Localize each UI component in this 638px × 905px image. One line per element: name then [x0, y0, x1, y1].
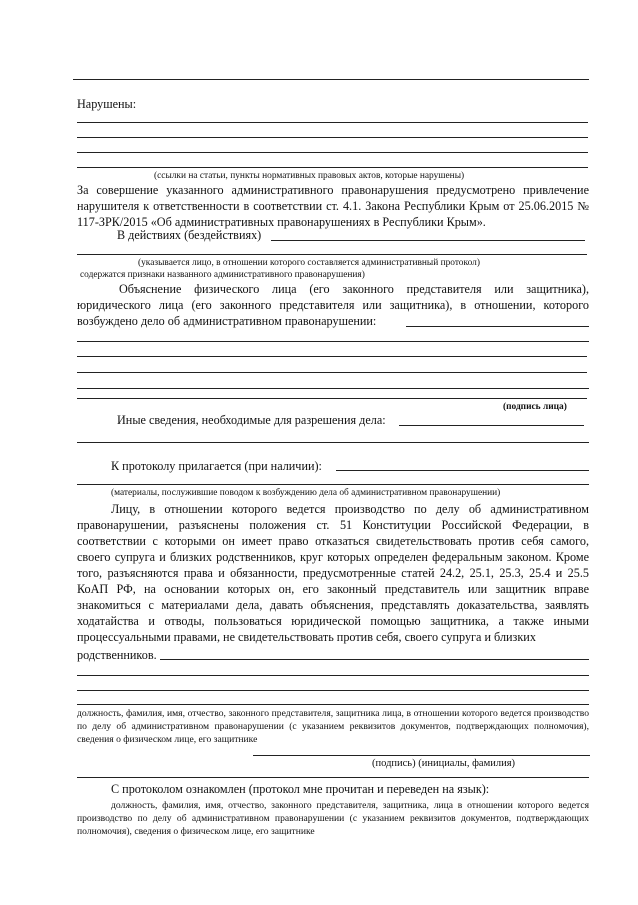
- explanation-line-4[interactable]: [77, 372, 587, 373]
- liability-paragraph: За совершение указанного административного правонарушения предусмотрено привлечение нарушителя к ответственности в соответствии ст. 4.1. Закона Республики Крым от 25.06.2015 № 117-ЗРК/2015 «Об административных правонарушениях в Республики Крым».: [77, 183, 589, 229]
- actions-label: В действиях (бездействиях): [117, 228, 262, 242]
- other-info-label: Иные сведения, необходимые для разрешения дела:: [117, 413, 386, 427]
- explanation-line-1[interactable]: [406, 326, 589, 327]
- acquainted-label: С протоколом ознакомлен (протокол мне прочитан и переведен на язык):: [111, 782, 490, 796]
- signature-bottom-line: [77, 777, 589, 778]
- attachments-label: К протоколу прилагается (при наличии):: [111, 459, 322, 473]
- rights-last-word: родственников.: [77, 648, 157, 662]
- violated-caption: (ссылки на статьи, пункты нормативных правовых актов, которые нарушены): [154, 171, 465, 181]
- other-info-line-1[interactable]: [399, 425, 584, 426]
- attachments-line-2[interactable]: [77, 484, 589, 485]
- explanation-paragraph: Объяснение физического лица (его законного представителя или защитника), юридического лица (его законного представителя или защитника), в отношении, которого возбуждено дело об административном правонарушении:: [77, 282, 589, 328]
- signature-line[interactable]: [253, 755, 590, 756]
- relatives-line-4[interactable]: [77, 704, 589, 705]
- top-divider: [73, 79, 589, 80]
- actions-caption-2: содержатся признаки названного административного правонарушения): [80, 270, 365, 280]
- explanation-line-2[interactable]: [77, 341, 589, 342]
- attachments-caption: (материалы, послужившие поводом к возбуждению дела об административном правонарушении): [111, 488, 501, 498]
- actions-line[interactable]: [271, 240, 585, 241]
- attachments-line-1[interactable]: [336, 470, 589, 471]
- actions-line-2[interactable]: [77, 254, 587, 255]
- explanation-line-6[interactable]: [77, 398, 587, 399]
- actions-caption-1: (указывается лицо, в отношении которого составляется административный протокол): [138, 258, 480, 268]
- violated-label: Нарушены:: [77, 97, 137, 111]
- explanation-line-3[interactable]: [77, 356, 587, 357]
- relatives-line-2[interactable]: [77, 675, 589, 676]
- violated-line-2[interactable]: [77, 137, 588, 138]
- person-caption: должность, фамилия, имя, отчество, законного представителя, защитника лица, в отношении которого ведется производство по делу об административном правонарушении (с указанием реквизитов документов, подтверждающих полномочия), сведения о физическом лице, его защитнике: [77, 708, 589, 745]
- violated-line-4[interactable]: [77, 167, 588, 168]
- other-info-line-2[interactable]: [77, 442, 589, 443]
- violated-line-3[interactable]: [77, 152, 588, 153]
- acquainted-caption: должность, фамилия, имя, отчество, законного представителя, защитника, лица в отношении которого ведется производство по делу об административном правонарушении (с указанием реквизитов документов, подтверждающих полномочия), сведения о физическом лице, его защитнике: [77, 800, 589, 837]
- relatives-line-1[interactable]: [160, 659, 589, 660]
- signature-caption: (подпись) (инициалы, фамилия): [372, 758, 516, 769]
- violated-line-1[interactable]: [77, 122, 588, 123]
- relatives-line-3[interactable]: [77, 690, 589, 691]
- explanation-line-5[interactable]: [77, 388, 589, 389]
- explanation-signature-caption: (подпись лица): [503, 402, 567, 412]
- rights-paragraph: Лицу, в отношении которого ведется производство по делу об административном правонарушении, разъяснены положения ст. 51 Конституции Российской Федерации, в соответствии с которыми он имеет право отказаться свидетельствовать против себя самого, своего супруга и близких родственников, круг которых определен федеральным законом. Кроме того, разъясняются права и обязанности, предусмотренные статей 24.2, 25.1, 25.3, 25.4 и 25.5 КоАП РФ, на основании которых он, его законный представитель или защитник вправе знакомиться с материалами дела, давать объяснения, представлять доказательства, заявлять ходатайства и отводы, пользоваться юридической помощью защитника, а также иными процессуальными правами, не свидетельствовать против себя, своего супруга и близких: [77, 502, 589, 644]
